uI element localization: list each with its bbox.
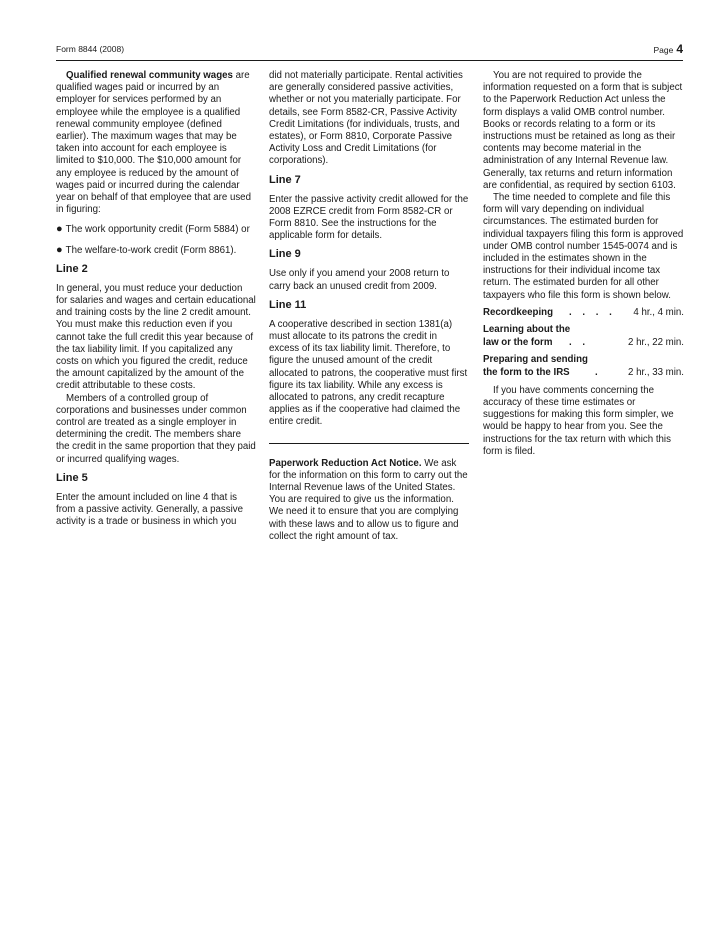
burden-paragraph: The time needed to complete and file this form will vary depending on individual circumstances. The estimated burden for individual taxpayers filing this form is approved under OMB control number 1545-0074 and is included in the estimates shown in the instructions for their individual income tax return. The estimated burden for all other taxpayers who file this form is shown below.	[483, 192, 684, 301]
line11-paragraph: A cooperative described in section 1381(a) must allocate to its patrons the credit in excess of its tax liability limit. Therefore, to figure the unused amount of the credit allocated to patrons, the cooperative must first figure its tax liability. While any excess is allocated to patrons, any credit recapture applies as if the cooperative had claimed the entire credit.	[269, 318, 468, 428]
paperwork-notice-text: We ask for the information on this form to carry out the Internal Revenue laws of the United States. You are required to give us the information. We need it to ensure that you are complying with these laws and to allow us to figure and collect the right amount of tax.	[269, 457, 468, 542]
column-2	[269, 70, 469, 543]
column-1	[56, 70, 256, 529]
bullet-item-2	[56, 244, 256, 257]
column-3	[483, 70, 684, 458]
bullet-dot-icon: ●	[56, 223, 63, 236]
passive-continued: did not materially participate. Rental activities are generally considered passive activities, whether or not you materially participate. For details, see Form 8582-CR, Passive Activity Credit Limitations (for individuals, trusts, and estates), or Form 8810, Corporate Passive Activity Loss and Credit Limitations (for corporations).	[269, 70, 463, 167]
burden-row	[483, 336, 684, 349]
burden-recordkeeping	[483, 306, 684, 319]
bullet-dot-icon: ●	[56, 243, 63, 256]
line5-paragraph: Enter the amount included on line 4 that is from a passive activity. Generally, a passive activity is a trade or business in which you	[56, 491, 244, 528]
line5-heading: Line 5	[56, 471, 88, 484]
line7-heading: Line 7	[269, 173, 301, 186]
qrce-lead: Qualified renewal community wages	[66, 70, 233, 81]
burden-value: 4 hr., 4 min.	[633, 306, 684, 318]
line2-paragraph-1: In general, you must reduce your deduction for salaries and wages and certain educational and training costs by the line 2 credit amount. You must make this reduction even if you cannot take the full credit this year because of the tax liability limit. If you capitalized any costs on which you figured the credit, reduce the amount capitalized by the amount of the credit attributable to these costs.	[56, 282, 256, 392]
paperwork-notice	[269, 458, 469, 543]
burden-label-line2: law or the form	[483, 336, 553, 348]
line9-heading: Line 9	[269, 248, 301, 261]
burden-label-line1: Learning about the	[483, 323, 571, 335]
omb-paragraph: You are not required to provide the information requested on a form that is subject to the Paperwork Reduction Act unless the form displays a valid OMB control number. Books or records relating to a form or its instructions must be retained as long as their contents may become material in the administration of any Internal Revenue law. Generally, tax returns and return information are confidential, as required by section 6103.	[483, 70, 683, 191]
leader-dots: . .	[569, 336, 590, 348]
page-label: Page	[653, 45, 674, 55]
burden-value: 2 hr., 33 min.	[627, 366, 684, 378]
line7-paragraph: Enter the passive activity credit allowed for the 2008 EZRCE credit from Form 8582-CR or Form 8810. See the instructions for the applicable form for details.	[269, 193, 469, 242]
comments-paragraph: If you have comments concerning the accuracy of these time estimates or suggestions for making this form simpler, we would be happy to hear from you. See the instructions for the tax return with which this form is filed.	[483, 384, 674, 457]
line2-paragraph-2: Members of a controlled group of corporations and businesses under common control are treated as a single employer in determining the credit. The members share the credit in the same proportion that they paid or incurred qualifying wages.	[56, 392, 256, 465]
line9-paragraph: Use only if you amend your 2008 return to carry back an unused credit from 2009.	[269, 268, 450, 292]
page-indicator	[653, 42, 683, 56]
burden-label-line1: Preparing and sending	[483, 353, 588, 365]
line2-heading: Line 2	[56, 262, 88, 275]
form-label: Form 8844 (2008)	[56, 44, 125, 54]
line11-heading: Line 11	[269, 298, 307, 311]
qrce-paragraph	[56, 70, 256, 216]
burden-value: 2 hr., 22 min.	[627, 336, 684, 348]
burden-learning	[483, 324, 684, 349]
burden-label-line2: the form to the IRS	[483, 366, 570, 378]
burden-row	[483, 366, 684, 379]
bullet-text-2: The welfare-to-work credit (Form 8861).	[65, 244, 237, 256]
burden-label: Recordkeeping	[483, 306, 553, 318]
page-number: 4	[676, 42, 683, 56]
bullet-text-1: The work opportunity credit (Form 5884) or	[65, 224, 250, 236]
page-header	[56, 40, 683, 61]
bullet-item-1	[56, 223, 256, 236]
qrce-text: are qualified wages paid or incurred by an employer for services performed by an employee while the employee is a qualified renewal community employee (defined earlier). The maximum wages that may be taken into account for each employee is limited to $10,000. The $10,000 amount for any employee is reduced by the amount of wages paid or incurred during the calendar year on behalf of that employee that are used in figuring:	[56, 70, 251, 216]
leader-dots: . . . .	[569, 306, 616, 318]
burden-preparing	[483, 354, 684, 379]
leader-dots: .	[595, 366, 602, 378]
paperwork-notice-lead: Paperwork Reduction Act Notice.	[269, 457, 422, 469]
section-divider	[269, 443, 469, 444]
